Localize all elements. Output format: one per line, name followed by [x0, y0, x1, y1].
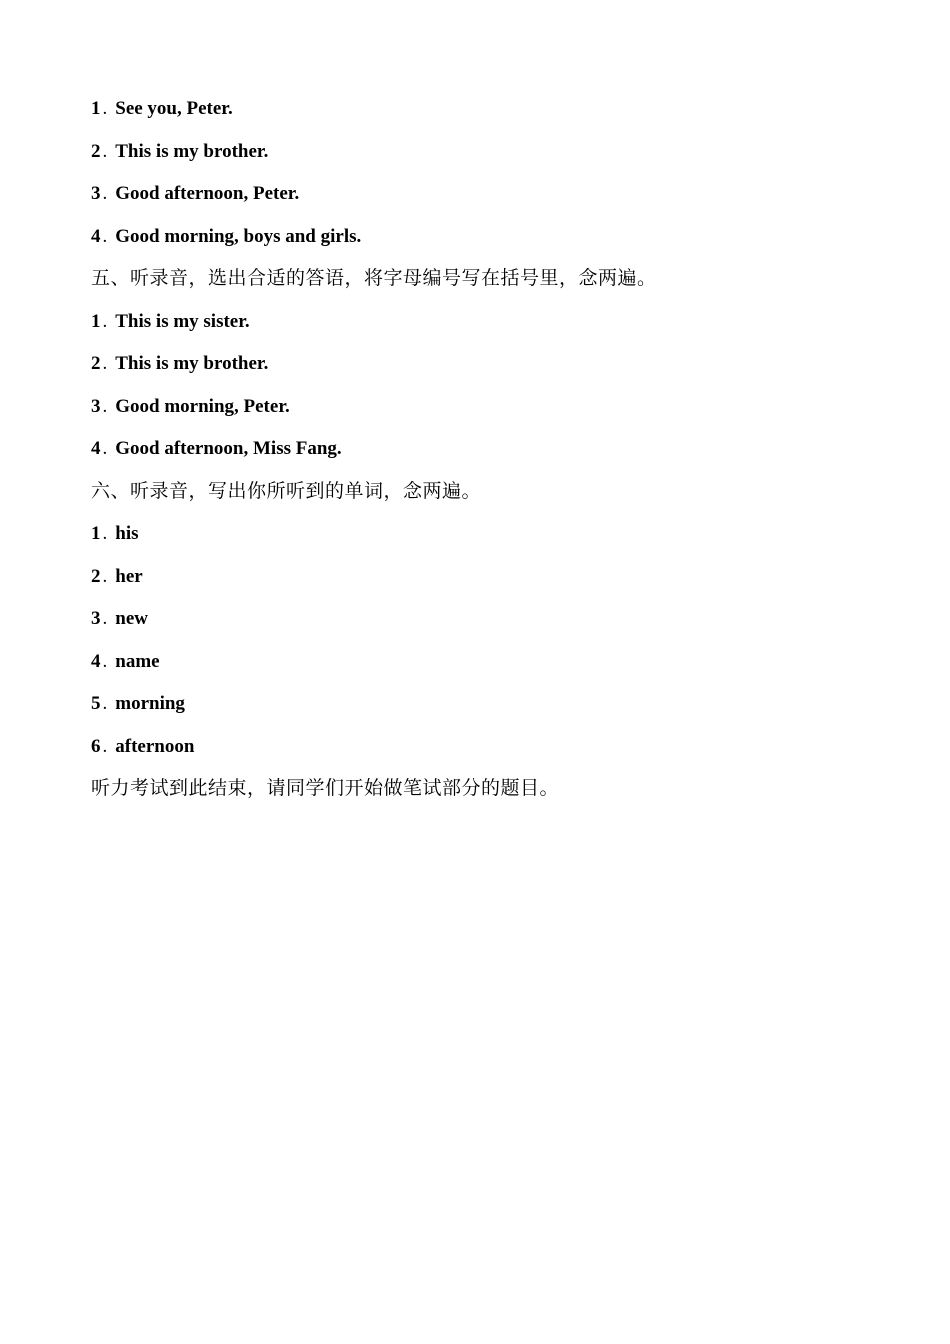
item-number: 2: [91, 140, 101, 162]
item-number: 3: [91, 608, 101, 629]
section-heading-five: 五、听录音，选出合适的答语，将字母编号写在括号里，念两遍。: [91, 268, 657, 289]
closing-note: 听力考试到此结束，请同学们开始做笔试部分的题目。: [91, 778, 560, 799]
item-separator: .: [102, 650, 108, 672]
item-separator: .: [102, 565, 108, 587]
list-item: [91, 689, 871, 732]
item-text: her: [115, 565, 143, 587]
item-number: 2: [91, 353, 101, 374]
item-number: 1: [91, 98, 101, 119]
list-item: [91, 519, 871, 562]
item-separator: .: [102, 183, 108, 204]
item-separator: .: [102, 353, 108, 374]
item-text: afternoon: [115, 735, 195, 757]
item-text: Good morning, boys and girls.: [115, 225, 362, 247]
item-separator: .: [102, 735, 108, 757]
item-number: 4: [91, 225, 101, 247]
list-item: [91, 94, 871, 137]
list-item: [91, 349, 871, 392]
item-text: name: [115, 650, 160, 672]
list-item: [91, 392, 871, 435]
item-text: This is my brother.: [115, 140, 269, 162]
item-separator: .: [102, 140, 108, 162]
item-text: See you, Peter.: [115, 98, 233, 119]
item-separator: .: [102, 395, 108, 417]
item-separator: .: [102, 693, 108, 714]
item-separator: .: [102, 225, 108, 247]
list-item: [91, 222, 871, 265]
item-number: 2: [91, 565, 101, 587]
item-text: his: [115, 523, 139, 544]
list-item: [91, 647, 871, 690]
item-separator: .: [102, 523, 108, 544]
item-number: 1: [91, 310, 101, 332]
document-content: [91, 94, 871, 817]
list-item: [91, 604, 871, 647]
item-number: 5: [91, 693, 101, 714]
item-text: This is my sister.: [115, 310, 250, 332]
item-number: 6: [91, 735, 101, 757]
item-number: 4: [91, 650, 101, 672]
list-item: [91, 434, 871, 477]
item-separator: .: [102, 608, 108, 629]
item-text: Good afternoon, Peter.: [115, 183, 300, 204]
item-separator: .: [102, 438, 108, 459]
section-heading-six: 六、听录音，写出你所听到的单词，念两遍。: [91, 480, 482, 502]
item-number: 3: [91, 395, 101, 417]
item-text: morning: [115, 693, 185, 714]
item-text: Good morning, Peter.: [115, 395, 290, 417]
list-item: [91, 179, 871, 222]
item-text: new: [115, 608, 148, 629]
item-separator: .: [102, 98, 108, 119]
item-text: Good afternoon, Miss Fang.: [115, 438, 342, 459]
list-item: [91, 562, 871, 605]
item-text: This is my brother.: [115, 353, 269, 374]
list-item: [91, 732, 871, 775]
list-item: [91, 137, 871, 180]
item-number: 3: [91, 183, 101, 204]
item-number: 4: [91, 438, 101, 459]
item-separator: .: [102, 310, 108, 332]
list-item: [91, 307, 871, 350]
item-number: 1: [91, 523, 101, 544]
